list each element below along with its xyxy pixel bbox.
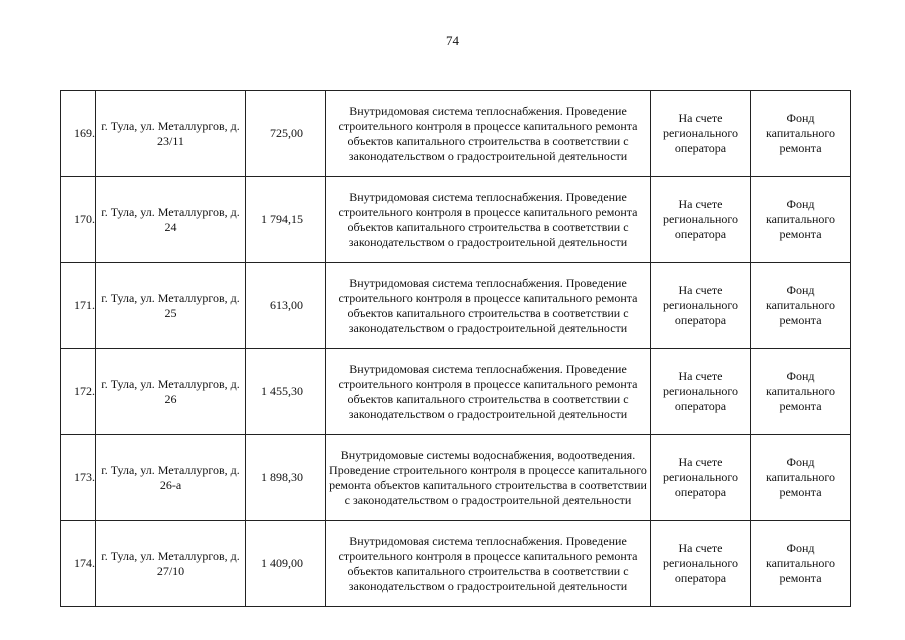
- account-cell: На счете регионального оператора: [651, 263, 751, 349]
- cost-cell: 725,00: [246, 91, 326, 177]
- cost-cell: 1 898,30: [246, 435, 326, 521]
- work-description-cell: Внутридомовая система теплоснабжения. Проведение строительного контроля в процессе капитального ремонта объектов капитального строительства в соответствии с законодательством о градостроительной деятельности: [326, 177, 651, 263]
- row-number: 171.: [61, 263, 96, 349]
- cost-cell: 1 794,15: [246, 177, 326, 263]
- fund-cell: Фонд капитального ремонта: [751, 349, 851, 435]
- cost-cell: 1 455,30: [246, 349, 326, 435]
- work-description-cell: Внутридомовая система теплоснабжения. Проведение строительного контроля в процессе капитального ремонта объектов капитального строительства в соответствии с законодательством о градостроительной деятельности: [326, 91, 651, 177]
- fund-cell: Фонд капитального ремонта: [751, 521, 851, 607]
- row-number: 172.: [61, 349, 96, 435]
- row-number: 170.: [61, 177, 96, 263]
- cost-cell: 1 409,00: [246, 521, 326, 607]
- account-cell: На счете регионального оператора: [651, 177, 751, 263]
- row-number: 169.: [61, 91, 96, 177]
- fund-cell: Фонд капитального ремонта: [751, 435, 851, 521]
- address-cell: г. Тула, ул. Металлургов, д. 26: [96, 349, 246, 435]
- work-description-cell: Внутридомовая система теплоснабжения. Проведение строительного контроля в процессе капитального ремонта объектов капитального строительства в соответствии с законодательством о градостроительной деятельности: [326, 349, 651, 435]
- account-cell: На счете регионального оператора: [651, 435, 751, 521]
- fund-cell: Фонд капитального ремонта: [751, 263, 851, 349]
- repair-registry-table: [60, 90, 851, 607]
- table-row: [61, 435, 851, 521]
- work-description-cell: Внутридомовые системы водоснабжения, водоотведения. Проведение строительного контроля в процессе капитального ремонта объектов капитального строительства в соответствии с законодательством о градостроительной деятельности: [326, 435, 651, 521]
- address-cell: г. Тула, ул. Металлургов, д. 27/10: [96, 521, 246, 607]
- account-cell: На счете регионального оператора: [651, 349, 751, 435]
- page-number: 74: [446, 33, 459, 48]
- table-row: [61, 91, 851, 177]
- table-row: [61, 521, 851, 607]
- row-number: 173.: [61, 435, 96, 521]
- address-cell: г. Тула, ул. Металлургов, д. 26-а: [96, 435, 246, 521]
- work-description-cell: Внутридомовая система теплоснабжения. Проведение строительного контроля в процессе капитального ремонта объектов капитального строительства в соответствии с законодательством о градостроительной деятельности: [326, 263, 651, 349]
- row-number: 174.: [61, 521, 96, 607]
- fund-cell: Фонд капитального ремонта: [751, 91, 851, 177]
- work-description-cell: Внутридомовая система теплоснабжения. Проведение строительного контроля в процессе капитального ремонта объектов капитального строительства в соответствии с законодательством о градостроительной деятельности: [326, 521, 651, 607]
- address-cell: г. Тула, ул. Металлургов, д. 24: [96, 177, 246, 263]
- address-cell: г. Тула, ул. Металлургов, д. 25: [96, 263, 246, 349]
- account-cell: На счете регионального оператора: [651, 91, 751, 177]
- table-row: [61, 263, 851, 349]
- account-cell: На счете регионального оператора: [651, 521, 751, 607]
- fund-cell: Фонд капитального ремонта: [751, 177, 851, 263]
- table-row: [61, 177, 851, 263]
- table-row: [61, 349, 851, 435]
- address-cell: г. Тула, ул. Металлургов, д. 23/11: [96, 91, 246, 177]
- cost-cell: 613,00: [246, 263, 326, 349]
